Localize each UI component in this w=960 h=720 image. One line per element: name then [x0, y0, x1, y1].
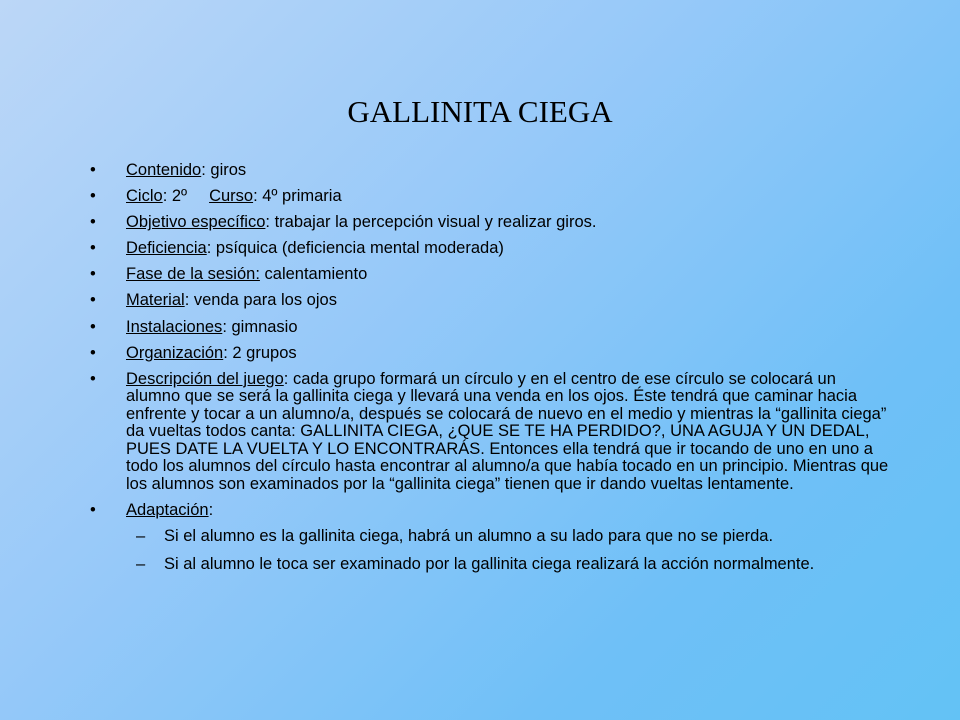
- item-label: Adaptación: [126, 500, 209, 519]
- bullet-item-fase: [90, 266, 890, 284]
- item-text: 2º: [171, 187, 188, 206]
- bullet-mark: •: [90, 500, 96, 519]
- bullet-mark: •: [90, 213, 96, 232]
- item-label: Ciclo: [126, 187, 163, 206]
- item-separator: :: [223, 343, 233, 362]
- item-text: trabajar la percepción visual y realizar giros.: [274, 213, 597, 232]
- item-label: Instalaciones: [126, 317, 223, 336]
- item-label: Fase de la sesión:: [126, 265, 260, 284]
- bullet-item-objetivo: [90, 214, 890, 232]
- bullet-mark: •: [90, 187, 96, 206]
- item-separator: :: [201, 161, 211, 179]
- dash-mark: –: [136, 527, 146, 546]
- bullet-mark: •: [90, 239, 96, 258]
- item-separator: :: [253, 187, 263, 206]
- item-separator: :: [222, 317, 232, 336]
- item-label: Descripción del juego: [126, 369, 284, 388]
- bullet-item-deficiencia: [90, 240, 890, 258]
- slide-content: [90, 162, 890, 583]
- item-text: calentamiento: [264, 265, 368, 284]
- adaptation-text: Si el alumno es la gallinita ciega, habrá un alumno a su lado para que no se pierda.: [164, 527, 774, 546]
- item-label-curso: Curso: [209, 187, 254, 206]
- bullet-item-descripcion: [90, 371, 890, 494]
- adaptation-list: [126, 527, 890, 574]
- item-text: psíquica (deficiencia mental moderada): [215, 239, 504, 258]
- item-separator: :: [184, 291, 194, 310]
- bullet-item-ciclo: [90, 188, 890, 206]
- dash-mark: –: [136, 555, 146, 574]
- item-text: giros: [210, 161, 247, 179]
- adaptation-item: [126, 527, 890, 546]
- item-separator: :: [208, 500, 214, 519]
- bullet-mark: •: [90, 291, 96, 310]
- item-text: cada grupo formará un círculo y en el centro de ese círculo se colocará un alumno que se será la gallinita ciega y llevará una venda en los ojos. Éste tendrá que caminar hacia enfrente y tocar a un alumno/a, después se colocará de nuevo en el medio y mientras la “gallinita ciega” da vueltas todos canta: GALLINITA CIEGA, ¿QUE SE TE HA PERDIDO?, UNA AGUJA Y UN DEDAL, PUES DATE LA VUELTA Y LO ENCONTRARÁS. Entonces ella tendrá que ir tocando de uno en uno a todo los alumnos del círculo hasta encontrar al alumno/a que había tocado en un principio. Mientras que los alumnos son examinados por la “gallinita ciega” tienen que ir dando vueltas lentamente.: [126, 369, 889, 493]
- item-separator: :: [265, 213, 275, 232]
- bullet-mark: •: [90, 343, 96, 362]
- bullet-mark: •: [90, 317, 96, 336]
- item-label: Deficiencia: [126, 239, 207, 258]
- bullet-item-organizacion: [90, 345, 890, 363]
- item-separator: :: [162, 187, 172, 206]
- adaptation-item: [126, 555, 890, 574]
- bullet-mark: •: [90, 161, 96, 179]
- item-text-curso: 4º primaria: [262, 187, 342, 206]
- bullet-item-instalaciones: [90, 319, 890, 337]
- bullet-item-contenido: [90, 162, 890, 180]
- item-text: 2 grupos: [232, 343, 297, 362]
- slide-title: GALLINITA CIEGA: [347, 94, 613, 129]
- item-text: venda para los ojos: [193, 291, 337, 310]
- bullet-list: [90, 162, 890, 574]
- item-separator: :: [283, 369, 293, 388]
- item-text: gimnasio: [231, 317, 298, 336]
- bullet-mark: •: [90, 265, 96, 284]
- item-label: Objetivo específico: [126, 213, 266, 232]
- bullet-mark: •: [90, 369, 96, 388]
- item-label: Material: [126, 291, 185, 310]
- bullet-item-adaptacion: [90, 502, 890, 575]
- item-separator: :: [206, 239, 216, 258]
- item-label: Contenido: [126, 161, 202, 179]
- adaptation-text: Si al alumno le toca ser examinado por la gallinita ciega realizará la acción normalmente.: [164, 555, 815, 574]
- item-label: Organización: [126, 343, 224, 362]
- bullet-item-material: [90, 292, 890, 310]
